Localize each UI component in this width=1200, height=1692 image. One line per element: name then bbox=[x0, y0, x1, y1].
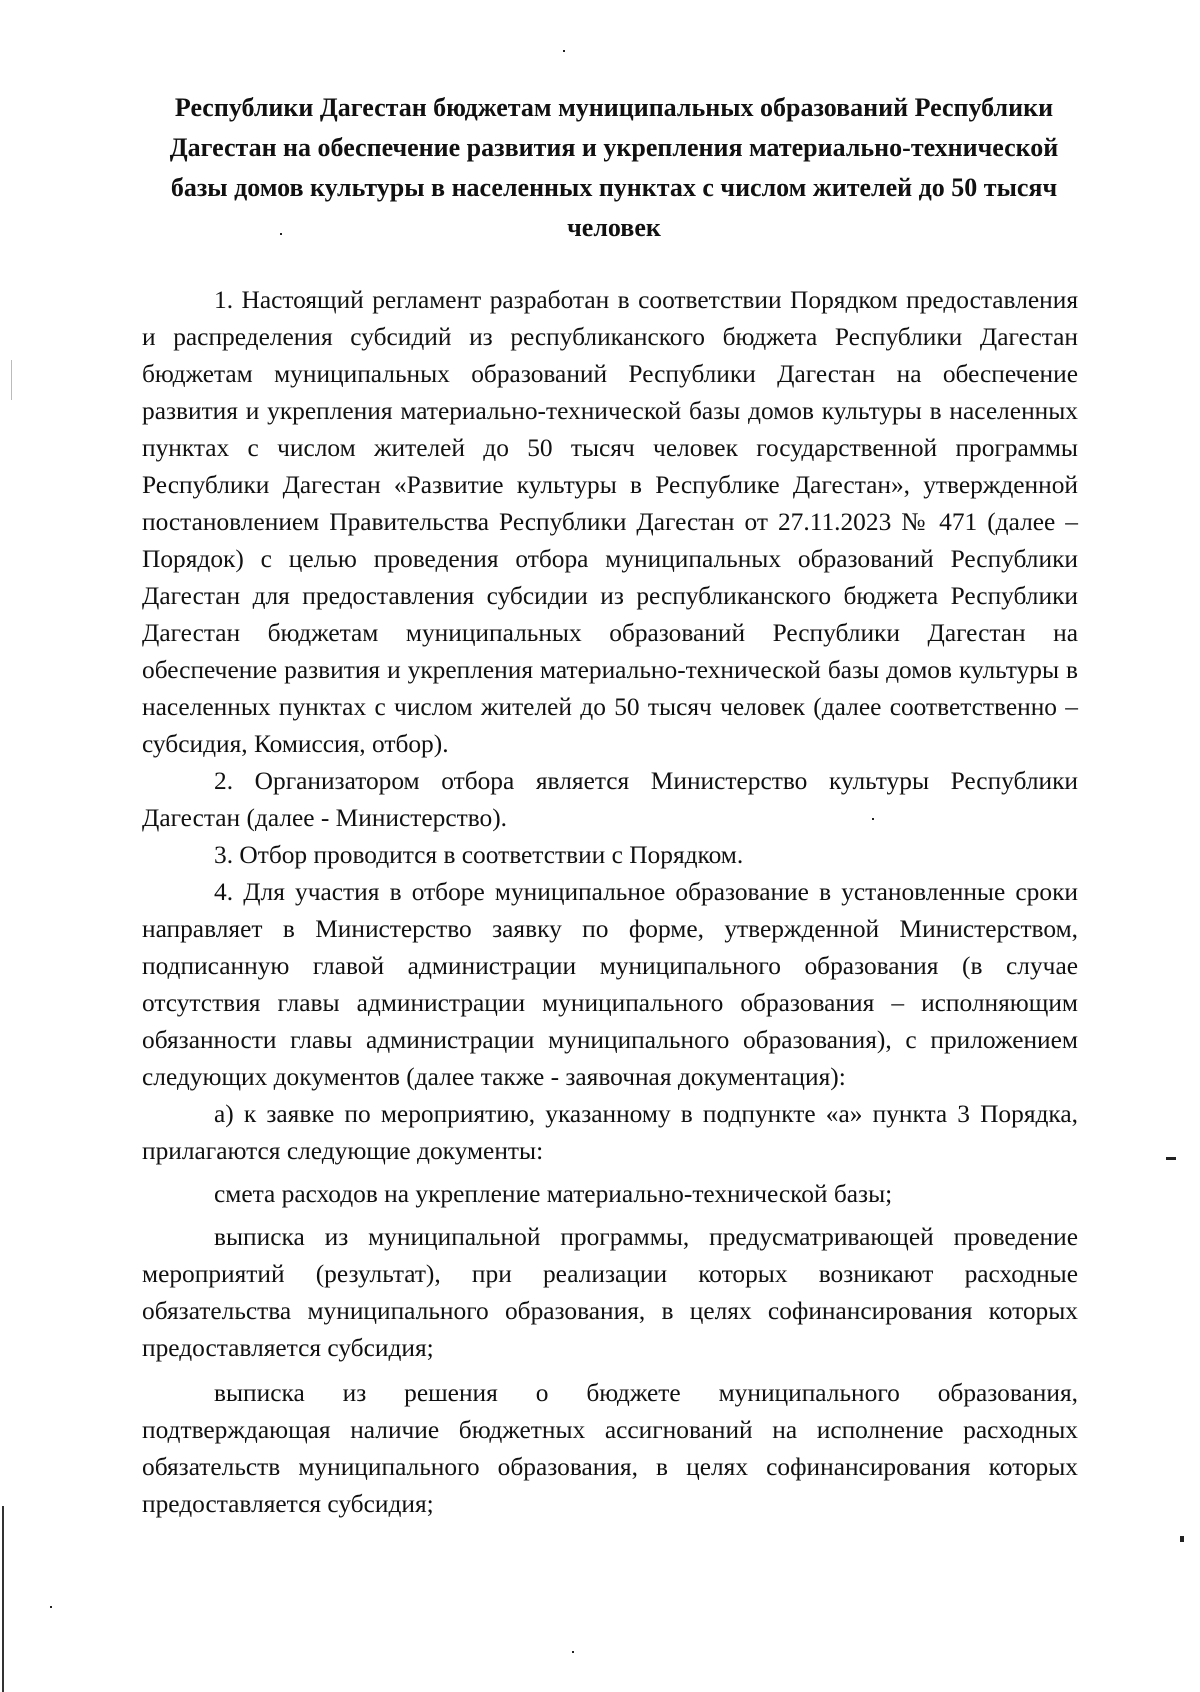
scan-speck bbox=[280, 233, 282, 235]
paragraph-3: 3. Отбор проводится в соответствии с Порядком. bbox=[214, 841, 744, 869]
list-item-budget-extract: выписка из решения о бюджете муниципального образования, подтверждающая наличие бюджетных ассигнований на исполнение расходных обязательств муниципального образования, в целях софинансирования которых предоставляется субсидия; bbox=[142, 1379, 1078, 1518]
scan-speck bbox=[1180, 1536, 1184, 1542]
scan-speck bbox=[50, 1606, 52, 1608]
scan-edge-line-faint bbox=[11, 360, 12, 400]
paragraph-2: 2. Организатором отбора является Министерство культуры Республики Дагестан (далее - Министерство). bbox=[142, 767, 1078, 832]
document-heading: Республики Дагестан бюджетам муниципальных образований Республики Дагестан на обеспечение развития и укрепления материально-технической базы домов культуры в населенных пунктах с числом жителей до 50 тысяч человек bbox=[169, 93, 1059, 242]
paragraph-1: 1. Настоящий регламент разработан в соответствии Порядком предоставления и распределения субсидий из республиканского бюджета Республики Дагестан бюджетам муниципальных образований Республики Дагестан на обеспечение развития и укрепления материально-технической базы домов культуры в населенных пунктах с числом жителей до 50 тысяч человек государственной программы Республики Дагестан «Развитие культуры в Республике Дагестан», утвержденной постановлением Правительства Республики Дагестан от 27.11.2023 № 471 (далее – Порядок) с целью проведения отбора муниципальных образований Республики Дагестан для предоставления субсидии из республиканского бюджета Республики Дагестан бюджетам муниципальных образований Республики Дагестан на обеспечение развития и укрепления материально-технической базы домов культуры в населенных пунктах с числом жителей до 50 тысяч человек (далее соответственно – субсидия, Комиссия, отбор). bbox=[142, 286, 1078, 758]
list-item-program-extract: выписка из муниципальной программы, предусматривающей проведение мероприятий (результат), при реализации которых возникают расходные обязательства муниципального образования, в целях софинансирования которых предоставляется субсидия; bbox=[142, 1223, 1078, 1362]
scan-edge-line bbox=[2, 1506, 4, 1692]
list-item-estimate: смета расходов на укрепление материально-технической базы; bbox=[214, 1180, 893, 1208]
paragraph-4a: а) к заявке по мероприятию, указанному в подпункте «а» пункта 3 Порядка, прилагаются следующие документы: bbox=[142, 1100, 1078, 1165]
scan-speck bbox=[1166, 1157, 1176, 1160]
scan-speck bbox=[563, 50, 565, 52]
scan-speck bbox=[872, 818, 874, 820]
document-body bbox=[142, 282, 1078, 1523]
paragraph-4: 4. Для участия в отборе муниципальное образование в установленные сроки направляет в Министерство заявку по форме, утвержденной Министерством, подписанную главой администрации муниципального образования (в случае отсутствия главы администрации муниципального образования – исполняющим обязанности главы администрации муниципального образования), с приложением следующих документов (далее также - заявочная документация): bbox=[142, 878, 1078, 1091]
scan-speck bbox=[572, 1651, 574, 1653]
